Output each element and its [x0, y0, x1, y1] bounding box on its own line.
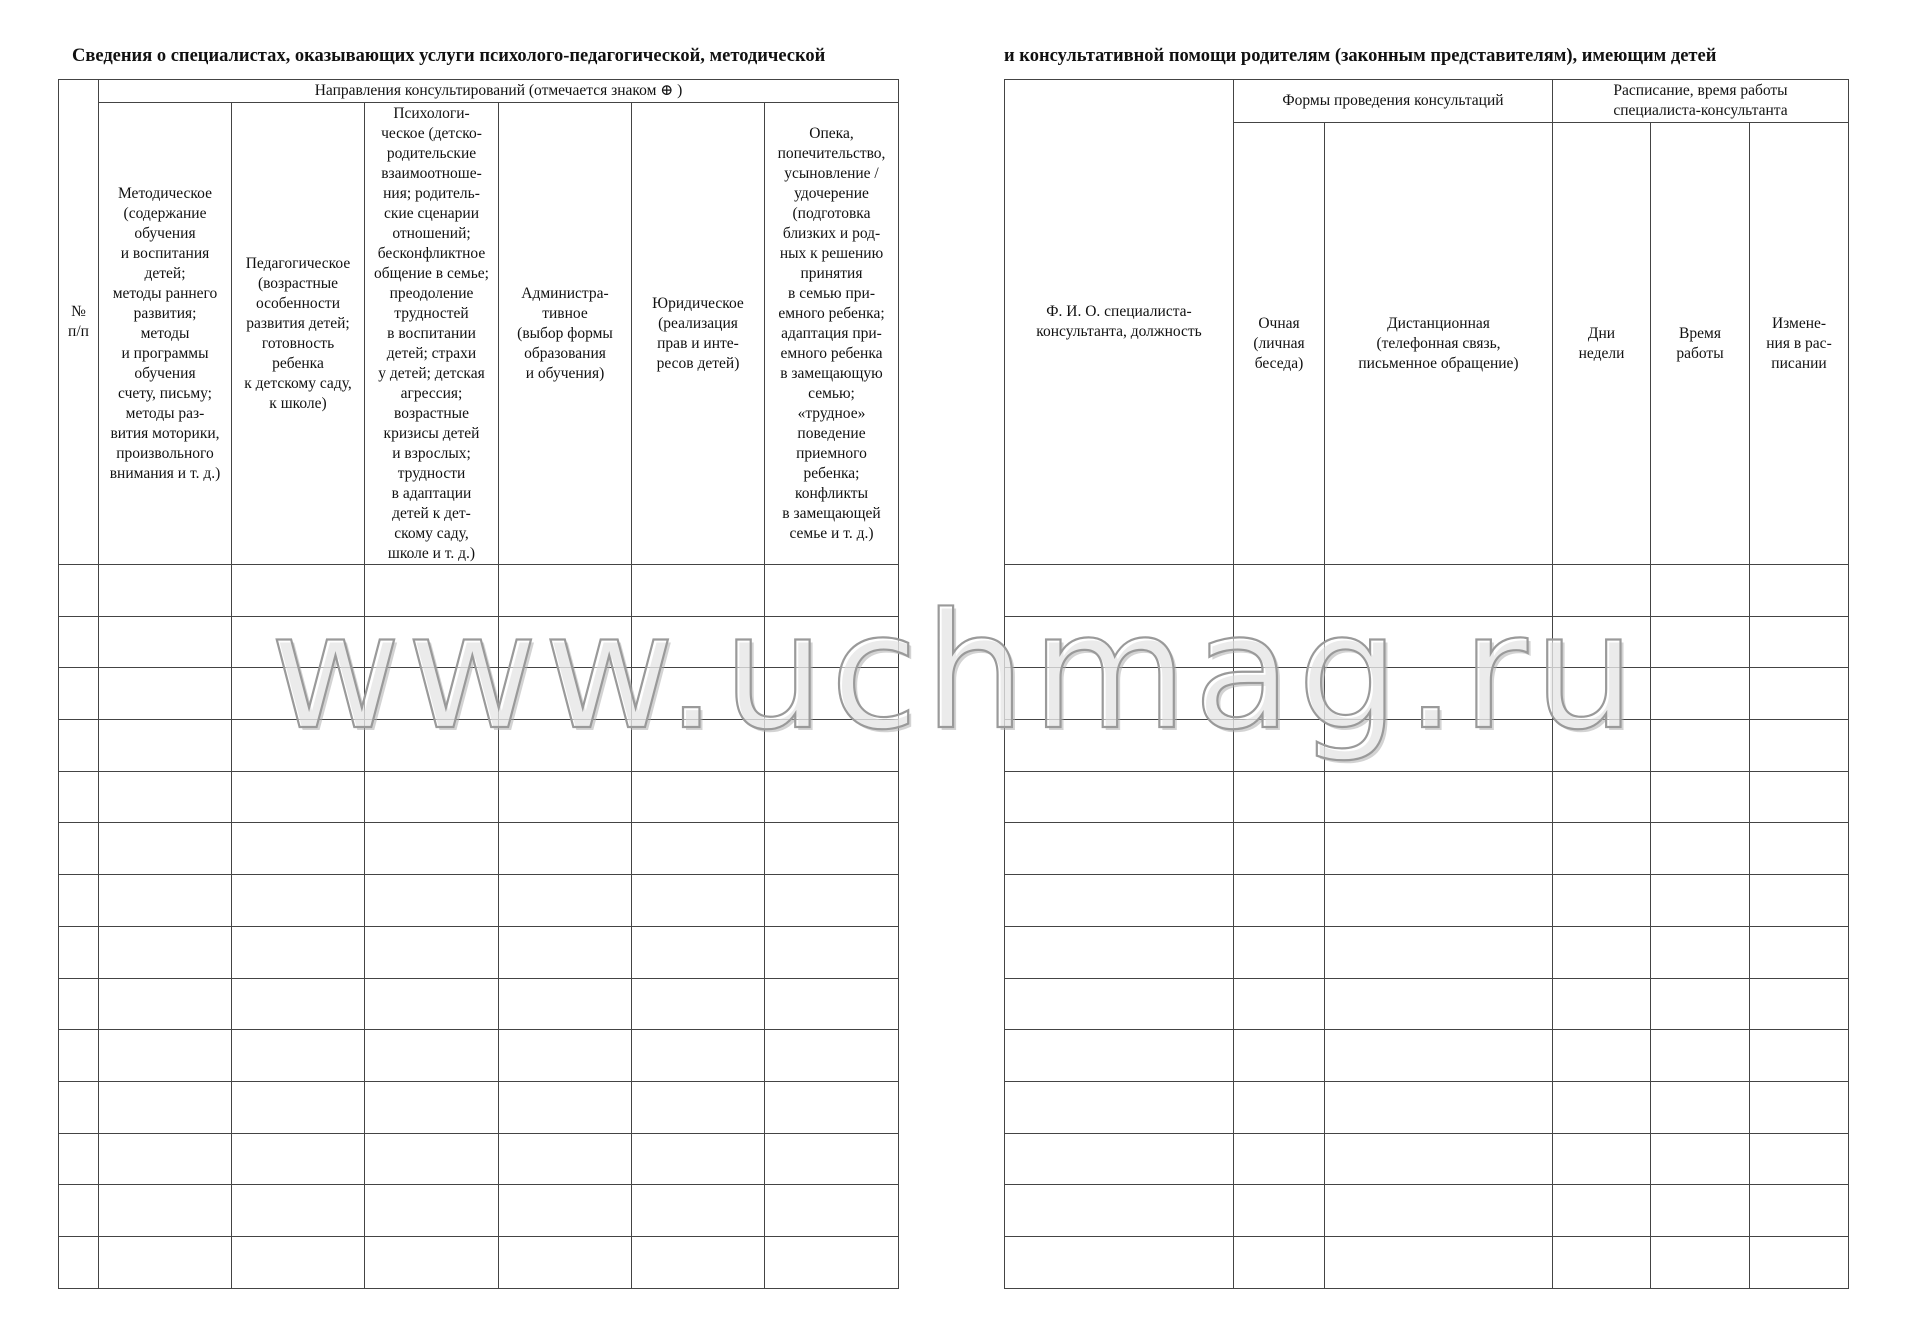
table-cell: [99, 1030, 232, 1082]
table-cell: [99, 1185, 232, 1237]
left-page: [58, 79, 899, 1289]
col-header-work-time: Время работы: [1651, 123, 1750, 565]
table-cell: [99, 926, 232, 978]
table-cell: [765, 771, 899, 823]
table-row: [59, 1030, 899, 1082]
table-cell: [1651, 823, 1750, 875]
table-cell: [99, 875, 232, 927]
table-cell: [1750, 616, 1849, 668]
col-group-header-schedule: Расписание, время работы специалиста-консультанта: [1553, 80, 1849, 123]
table-cell: [99, 771, 232, 823]
table-cell: [1553, 926, 1651, 978]
table-cell: [1553, 1030, 1651, 1082]
table-cell: [365, 720, 499, 772]
table-cell: [1234, 771, 1325, 823]
table-cell: [632, 978, 765, 1030]
table-row: [59, 823, 899, 875]
table-cell: [1005, 771, 1234, 823]
table-cell: [765, 720, 899, 772]
table-cell: [59, 978, 99, 1030]
table-cell: [765, 1236, 899, 1288]
table-cell: [99, 823, 232, 875]
table-cell: [365, 565, 499, 617]
table-cell: [59, 565, 99, 617]
col-header-remote: Дистанционная (телефонная связь, письменное обращение): [1325, 123, 1553, 565]
table-cell: [1750, 1133, 1849, 1185]
table-cell: [232, 616, 365, 668]
page-title-left: Сведения о специалистах, оказывающих услуги психолого-педагогической, методической: [72, 46, 826, 66]
table-cell: [1005, 1185, 1234, 1237]
table-cell: [499, 720, 632, 772]
table-cell: [232, 1081, 365, 1133]
col-group-header-directions: Направления консультирований (отмечается знаком ⊕ ): [99, 80, 899, 103]
table-cell: [1325, 1236, 1553, 1288]
table-cell: [232, 565, 365, 617]
right-page: [1004, 79, 1849, 1289]
table-cell: [232, 1236, 365, 1288]
col-group-header-forms: Формы проведения консультаций: [1234, 80, 1553, 123]
table-cell: [1005, 565, 1234, 617]
table-cell: [765, 1185, 899, 1237]
table-cell: [632, 616, 765, 668]
table-row: [59, 565, 899, 617]
table-cell: [365, 771, 499, 823]
table-cell: [1553, 823, 1651, 875]
table-cell: [232, 926, 365, 978]
table-row: [59, 720, 899, 772]
table-cell: [499, 1185, 632, 1237]
col-header-specialist-name: Ф. И. О. специалиста- консультанта, должность: [1005, 80, 1234, 565]
consultation-schedule-table: [1004, 79, 1849, 1289]
table-row: [59, 1185, 899, 1237]
table-cell: [1651, 1081, 1750, 1133]
table-cell: [59, 1236, 99, 1288]
table-cell: [1325, 926, 1553, 978]
table-cell: [1750, 875, 1849, 927]
table-cell: [1325, 616, 1553, 668]
table-row: [59, 771, 899, 823]
table-cell: [765, 616, 899, 668]
table-cell: [232, 720, 365, 772]
table-cell: [1553, 1236, 1651, 1288]
table-cell: [365, 1185, 499, 1237]
col-header-in-person: Очная (личная беседа): [1234, 123, 1325, 565]
table-cell: [499, 875, 632, 927]
table-cell: [1651, 926, 1750, 978]
table-cell: [632, 1185, 765, 1237]
table-cell: [365, 823, 499, 875]
table-cell: [1553, 771, 1651, 823]
table-cell: [99, 565, 232, 617]
table-cell: [1325, 978, 1553, 1030]
table-cell: [1005, 1081, 1234, 1133]
table-cell: [365, 1030, 499, 1082]
table-row: [59, 616, 899, 668]
table-row: [1005, 926, 1849, 978]
table-cell: [1750, 1030, 1849, 1082]
table-cell: [1325, 668, 1553, 720]
table-cell: [499, 616, 632, 668]
table-cell: [632, 565, 765, 617]
table-cell: [1325, 1133, 1553, 1185]
table-cell: [1005, 668, 1234, 720]
table-cell: [365, 616, 499, 668]
table-cell: [1651, 720, 1750, 772]
table-cell: [632, 1236, 765, 1288]
table-cell: [59, 668, 99, 720]
watermark: www.uchmag.ru: [270, 578, 1642, 765]
table-cell: [1553, 875, 1651, 927]
table-cell: [59, 1185, 99, 1237]
table-row: [59, 1133, 899, 1185]
table-cell: [99, 668, 232, 720]
table-cell: [1005, 616, 1234, 668]
table-cell: [1750, 823, 1849, 875]
col-header-administrative: Администра- тивное (выбор формы образования и обучения): [499, 103, 632, 565]
table-cell: [99, 616, 232, 668]
table-row: [1005, 875, 1849, 927]
table-cell: [59, 616, 99, 668]
table-cell: [59, 771, 99, 823]
table-cell: [1750, 1081, 1849, 1133]
table-cell: [1553, 1081, 1651, 1133]
table-cell: [632, 1133, 765, 1185]
table-cell: [632, 875, 765, 927]
table-row: [59, 1081, 899, 1133]
table-row: [1005, 1133, 1849, 1185]
table-cell: [1005, 926, 1234, 978]
table-cell: [232, 771, 365, 823]
table-cell: [1750, 1185, 1849, 1237]
table-row: [1005, 565, 1849, 617]
table-cell: [232, 668, 365, 720]
table-cell: [1651, 668, 1750, 720]
table-cell: [1651, 978, 1750, 1030]
table-cell: [1234, 823, 1325, 875]
table-cell: [1005, 720, 1234, 772]
table-cell: [499, 823, 632, 875]
table-cell: [1750, 668, 1849, 720]
table-cell: [99, 720, 232, 772]
table-cell: [1553, 1133, 1651, 1185]
col-header-schedule-changes: Измене- ния в рас- писании: [1750, 123, 1849, 565]
table-cell: [1325, 875, 1553, 927]
table-cell: [365, 1236, 499, 1288]
table-cell: [765, 1081, 899, 1133]
table-cell: [1234, 1081, 1325, 1133]
table-cell: [499, 1030, 632, 1082]
table-cell: [1553, 565, 1651, 617]
table-cell: [59, 1030, 99, 1082]
table-cell: [1325, 823, 1553, 875]
table-cell: [499, 668, 632, 720]
table-cell: [499, 1236, 632, 1288]
table-cell: [1234, 1030, 1325, 1082]
table-cell: [365, 1081, 499, 1133]
table-cell: [632, 926, 765, 978]
table-cell: [1325, 771, 1553, 823]
table-cell: [499, 565, 632, 617]
table-cell: [1234, 668, 1325, 720]
table-cell: [1553, 616, 1651, 668]
table-cell: [365, 978, 499, 1030]
table-cell: [1234, 978, 1325, 1030]
table-cell: [59, 875, 99, 927]
table-cell: [1750, 565, 1849, 617]
table-row: [1005, 1185, 1849, 1237]
table-cell: [1005, 978, 1234, 1030]
table-cell: [59, 1081, 99, 1133]
table-cell: [232, 978, 365, 1030]
table-cell: [365, 875, 499, 927]
table-row: [59, 875, 899, 927]
table-cell: [59, 720, 99, 772]
table-cell: [1234, 1236, 1325, 1288]
table-cell: [365, 668, 499, 720]
table-cell: [1234, 875, 1325, 927]
table-cell: [232, 823, 365, 875]
table-cell: [1651, 1133, 1750, 1185]
table-row: [1005, 616, 1849, 668]
table-cell: [232, 875, 365, 927]
table-cell: [1553, 668, 1651, 720]
table-cell: [1651, 565, 1750, 617]
table-cell: [765, 1133, 899, 1185]
table-cell: [1651, 1185, 1750, 1237]
table-cell: [1553, 720, 1651, 772]
table-row: [1005, 1236, 1849, 1288]
table-cell: [99, 1081, 232, 1133]
table-cell: [499, 978, 632, 1030]
table-cell: [765, 978, 899, 1030]
table-cell: [59, 926, 99, 978]
table-row: [1005, 823, 1849, 875]
table-cell: [765, 823, 899, 875]
table-cell: [1234, 1133, 1325, 1185]
table-cell: [1234, 616, 1325, 668]
table-cell: [232, 1133, 365, 1185]
table-cell: [499, 926, 632, 978]
table-cell: [1325, 1185, 1553, 1237]
table-cell: [632, 823, 765, 875]
table-cell: [59, 1133, 99, 1185]
table-cell: [1325, 1081, 1553, 1133]
table-cell: [1651, 1030, 1750, 1082]
table-cell: [99, 1133, 232, 1185]
col-header-psychological: Психологи- ческое (детско- родительские взаимоотноше- ния; родитель- ские сценарии отношений; бесконфликтное общение в семье; преодоление трудностей в воспитании детей; страхи у детей; детская агрессия; возрастные кризисы детей и взрослых; трудности в адаптации детей к дет- скому саду, школе и т. д.): [365, 103, 499, 565]
table-row: [1005, 1081, 1849, 1133]
table-cell: [1005, 823, 1234, 875]
table-row: [1005, 978, 1849, 1030]
table-cell: [1750, 926, 1849, 978]
specialists-directions-table: [58, 79, 899, 1289]
page-title-right: и консультативной помощи родителям (законным представителям), имеющим детей: [1004, 46, 1717, 66]
table-cell: [1234, 1185, 1325, 1237]
table-cell: [232, 1185, 365, 1237]
table-cell: [1651, 875, 1750, 927]
table-cell: [632, 1081, 765, 1133]
table-row: [59, 1236, 899, 1288]
table-cell: [1234, 720, 1325, 772]
table-cell: [1750, 978, 1849, 1030]
table-row: [1005, 720, 1849, 772]
table-cell: [1651, 1236, 1750, 1288]
table-row: [1005, 668, 1849, 720]
table-cell: [1005, 1236, 1234, 1288]
table-cell: [1325, 720, 1553, 772]
table-row: [59, 926, 899, 978]
table-cell: [232, 1030, 365, 1082]
table-cell: [765, 1030, 899, 1082]
table-cell: [765, 565, 899, 617]
table-cell: [765, 668, 899, 720]
table-cell: [1553, 978, 1651, 1030]
table-row: [1005, 1030, 1849, 1082]
table-cell: [499, 1133, 632, 1185]
table-cell: [1750, 771, 1849, 823]
table-cell: [632, 771, 765, 823]
table-cell: [632, 720, 765, 772]
table-cell: [1750, 720, 1849, 772]
col-header-guardianship: Опека, попечительство, усыновление / удочерение (подготовка близких и род- ных к решению принятия в семью при- емного ребенка; адаптация при- емного ребенка в замещающую семью; «трудное» поведение приемного ребенка; конфликты в замещающей семье и т. д.): [765, 103, 899, 565]
table-cell: [1651, 771, 1750, 823]
table-row: [1005, 771, 1849, 823]
col-header-methodical: Методическое (содержание обучения и воспитания детей; методы раннего развития; методы и программы обучения счету, письму; методы раз- вития моторики, произвольного внимания и т. д.): [99, 103, 232, 565]
table-cell: [1750, 1236, 1849, 1288]
table-cell: [99, 978, 232, 1030]
table-cell: [1325, 565, 1553, 617]
table-cell: [765, 926, 899, 978]
table-cell: [1234, 565, 1325, 617]
table-cell: [632, 668, 765, 720]
table-cell: [1553, 1185, 1651, 1237]
col-header-weekdays: Дни недели: [1553, 123, 1651, 565]
table-cell: [499, 1081, 632, 1133]
table-cell: [632, 1030, 765, 1082]
table-row: [59, 978, 899, 1030]
table-cell: [499, 771, 632, 823]
table-cell: [1234, 926, 1325, 978]
table-cell: [765, 875, 899, 927]
col-header-pedagogical: Педагогическое (возрастные особенности развития детей; готовность ребенка к детскому саду, к школе): [232, 103, 365, 565]
table-cell: [99, 1236, 232, 1288]
table-cell: [365, 1133, 499, 1185]
col-header-legal: Юридическое (реализация прав и инте- ресов детей): [632, 103, 765, 565]
table-cell: [1651, 616, 1750, 668]
table-cell: [1005, 1133, 1234, 1185]
table-cell: [1325, 1030, 1553, 1082]
table-cell: [1005, 1030, 1234, 1082]
table-cell: [1005, 875, 1234, 927]
table-cell: [59, 823, 99, 875]
table-row: [59, 668, 899, 720]
table-cell: [365, 926, 499, 978]
col-header-number: № п/п: [59, 80, 99, 565]
